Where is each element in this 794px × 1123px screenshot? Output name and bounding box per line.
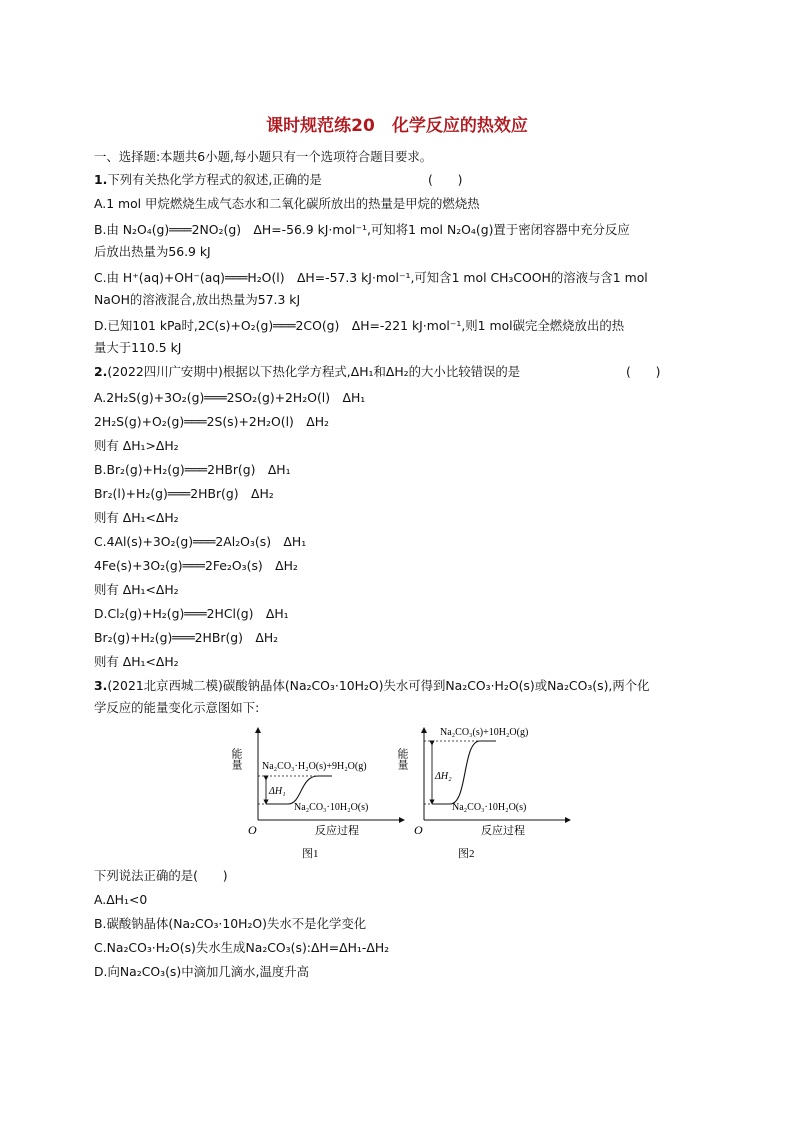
q3-option-c: C.Na₂CO₃·H₂O(s)失水生成Na₂CO₃(s):ΔH=ΔH₁-ΔH₂ <box>94 940 390 955</box>
origin-label: O <box>414 823 423 837</box>
question-3-stem-cont: 学反应的能量变化示意图如下: <box>94 700 260 715</box>
q2-option-c-eq2: 4Fe(s)+3O₂(g)═══2Fe₂O₃(s) ΔH₂ <box>94 558 298 573</box>
q1-option-b: B.由 N₂O₄(g)═══2NO₂(g) ΔH=-56.9 kJ·mol⁻¹,可知将1 mol N₂O₄(g)置于密闭容器中充分反应 <box>94 222 630 237</box>
energy-diagram-1 <box>230 720 410 865</box>
q1-option-d-cont: 量大于110.5 kJ <box>94 340 182 355</box>
y-axis-label: 能量 <box>396 748 408 770</box>
figure-caption: 图1 <box>302 848 319 860</box>
lower-level-label: Na₂CO₃·10H₂O(s) <box>452 802 527 813</box>
question-3-ask: 下列说法正确的是( ) <box>94 868 228 883</box>
delta-h-label: ΔH₂ <box>435 771 452 782</box>
y-axis-label: 能量 <box>230 748 242 770</box>
q3-option-a: A.ΔH₁<0 <box>94 892 148 907</box>
page-title: 课时规范练20 化学反应的热效应 <box>266 116 528 136</box>
x-axis-label: 反应过程 <box>315 825 359 837</box>
question-1-stem: 1.下列有关热化学方程式的叙述,正确的是 <box>94 172 322 187</box>
lower-level-label: Na₂CO₃·10H₂O(s) <box>294 802 369 813</box>
x-axis-label: 反应过程 <box>481 825 525 837</box>
q1-option-c: C.由 H⁺(aq)+OH⁻(aq)═══H₂O(l) ΔH=-57.3 kJ·mol⁻¹,可知含1 mol CH₃COOH的溶液与含1 mol <box>94 270 648 285</box>
upper-level-label: Na₂CO₃(s)+10H₂O(g) <box>440 727 529 738</box>
section-heading: 一、选择题:本题共6小题,每小题只有一个选项符合题目要求。 <box>94 149 433 164</box>
q1-option-d: D.已知101 kPa时,2C(s)+O₂(g)═══2CO(g) ΔH=-221 kJ·mol⁻¹,则1 mol碳完全燃烧放出的热 <box>94 318 625 333</box>
upper-level-label: Na₂CO₃·H₂O(s)+9H₂O(g) <box>262 761 367 772</box>
q2-option-b-conclusion: 则有 ΔH₁<ΔH₂ <box>94 510 179 525</box>
q1-option-c-cont: NaOH的溶液混合,放出热量为57.3 kJ <box>94 292 301 307</box>
question-2-stem: 2.(2022四川广安期中)根据以下热化学方程式,ΔH₁和ΔH₂的大小比较错误的是 <box>94 364 521 379</box>
q3-option-b: B.碳酸钠晶体(Na₂CO₃·10H₂O)失水不是化学变化 <box>94 916 367 931</box>
figure-caption: 图2 <box>458 848 475 860</box>
delta-h-label: ΔH₁ <box>269 786 286 797</box>
q2-option-c: C.4Al(s)+3O₂(g)═══2Al₂O₃(s) ΔH₁ <box>94 534 307 549</box>
origin-label: O <box>248 823 257 837</box>
q1-option-a: A.1 mol 甲烷燃烧生成气态水和二氧化碳所放出的热量是甲烷的燃烧热 <box>94 196 480 211</box>
q1-option-b-cont: 后放出热量为56.9 kJ <box>94 244 211 259</box>
q2-option-d: D.Cl₂(g)+H₂(g)═══2HCl(g) ΔH₁ <box>94 606 289 621</box>
energy-diagram-2 <box>396 720 576 865</box>
q2-option-d-conclusion: 则有 ΔH₁<ΔH₂ <box>94 654 179 669</box>
q2-option-d-eq2: Br₂(g)+H₂(g)═══2HBr(g) ΔH₂ <box>94 630 279 645</box>
q3-option-d: D.向Na₂CO₃(s)中滴加几滴水,温度升高 <box>94 964 310 979</box>
q2-option-c-conclusion: 则有 ΔH₁<ΔH₂ <box>94 582 179 597</box>
q2-option-b-eq2: Br₂(l)+H₂(g)═══2HBr(g) ΔH₂ <box>94 486 274 501</box>
question-2-answer-paren: ( ) <box>626 364 661 379</box>
q2-option-a: A.2H₂S(g)+3O₂(g)═══2SO₂(g)+2H₂O(l) ΔH₁ <box>94 390 366 405</box>
q2-option-a-conclusion: 则有 ΔH₁>ΔH₂ <box>94 438 179 453</box>
question-3-stem: 3.(2021北京西城二模)碳酸钠晶体(Na₂CO₃·10H₂O)失水可得到Na₂CO₃·H₂O(s)或Na₂CO₃(s),两个化 <box>94 678 650 693</box>
q2-option-b: B.Br₂(g)+H₂(g)═══2HBr(g) ΔH₁ <box>94 462 291 477</box>
question-1-answer-paren: ( ) <box>428 172 463 187</box>
q2-option-a-eq2: 2H₂S(g)+O₂(g)═══2S(s)+2H₂O(l) ΔH₂ <box>94 414 330 429</box>
